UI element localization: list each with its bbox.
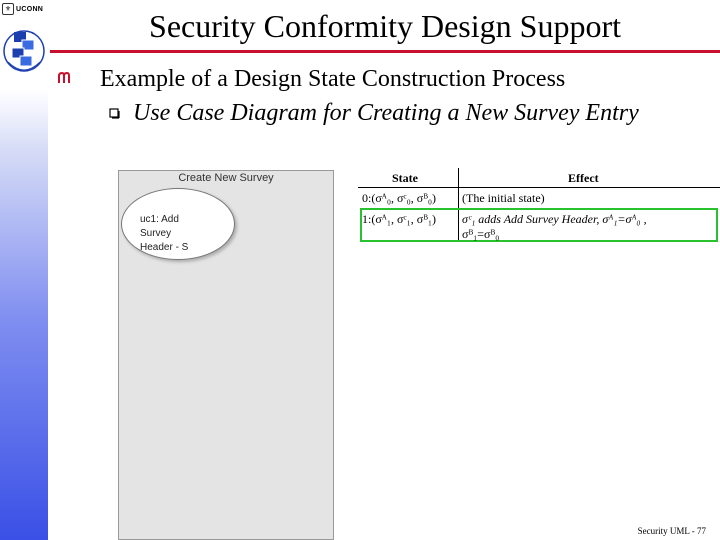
use-case-label-line: Survey xyxy=(140,228,172,239)
state-table xyxy=(358,168,720,248)
use-case-label-line: Header - S xyxy=(140,242,189,253)
seal-icon: ⚜ xyxy=(2,3,14,15)
use-case-label xyxy=(140,213,210,255)
bullet-usecase-text: Use Case Diagram for Creating a New Survey Entry xyxy=(133,100,639,126)
use-case-label-line: uc1: Add xyxy=(140,214,179,225)
state-cell: 0:(σᴬ₀, σᶜ₀, σᴮ₀) xyxy=(362,191,437,205)
use-case-ellipse xyxy=(121,188,235,260)
bullet-circle-icon xyxy=(56,70,72,86)
effect-header: Effect xyxy=(568,171,599,185)
title-rule xyxy=(50,50,720,53)
logo-text: UCONN xyxy=(16,5,44,13)
effect-cell: (The initial state) xyxy=(462,191,545,205)
state-cell: 1:(σᴬ₁, σᶜ₁, σᴮ₁) xyxy=(362,212,437,226)
slide-footer: Security UML - 77 xyxy=(637,526,706,536)
effect-cell-line2: σᴮ₁=σᴮ₀ xyxy=(462,227,500,241)
use-case-diagram xyxy=(118,170,334,540)
sidebar-band xyxy=(0,0,48,540)
header-rule xyxy=(358,187,720,188)
slide-title: Security Conformity Design Support xyxy=(149,8,621,44)
bullet-example-text: Example of a Design State Construction Process xyxy=(100,66,566,92)
uconn-logo xyxy=(2,3,46,15)
effect-cell: σᶜ₁ adds Add Survey Header, σᴬ₁=σᴬ₀ , xyxy=(462,212,647,226)
emblem-icon xyxy=(2,18,46,88)
state-header: State xyxy=(392,171,418,185)
bullet-square-icon xyxy=(109,108,120,119)
diagram-title: Create New Survey xyxy=(178,172,274,184)
